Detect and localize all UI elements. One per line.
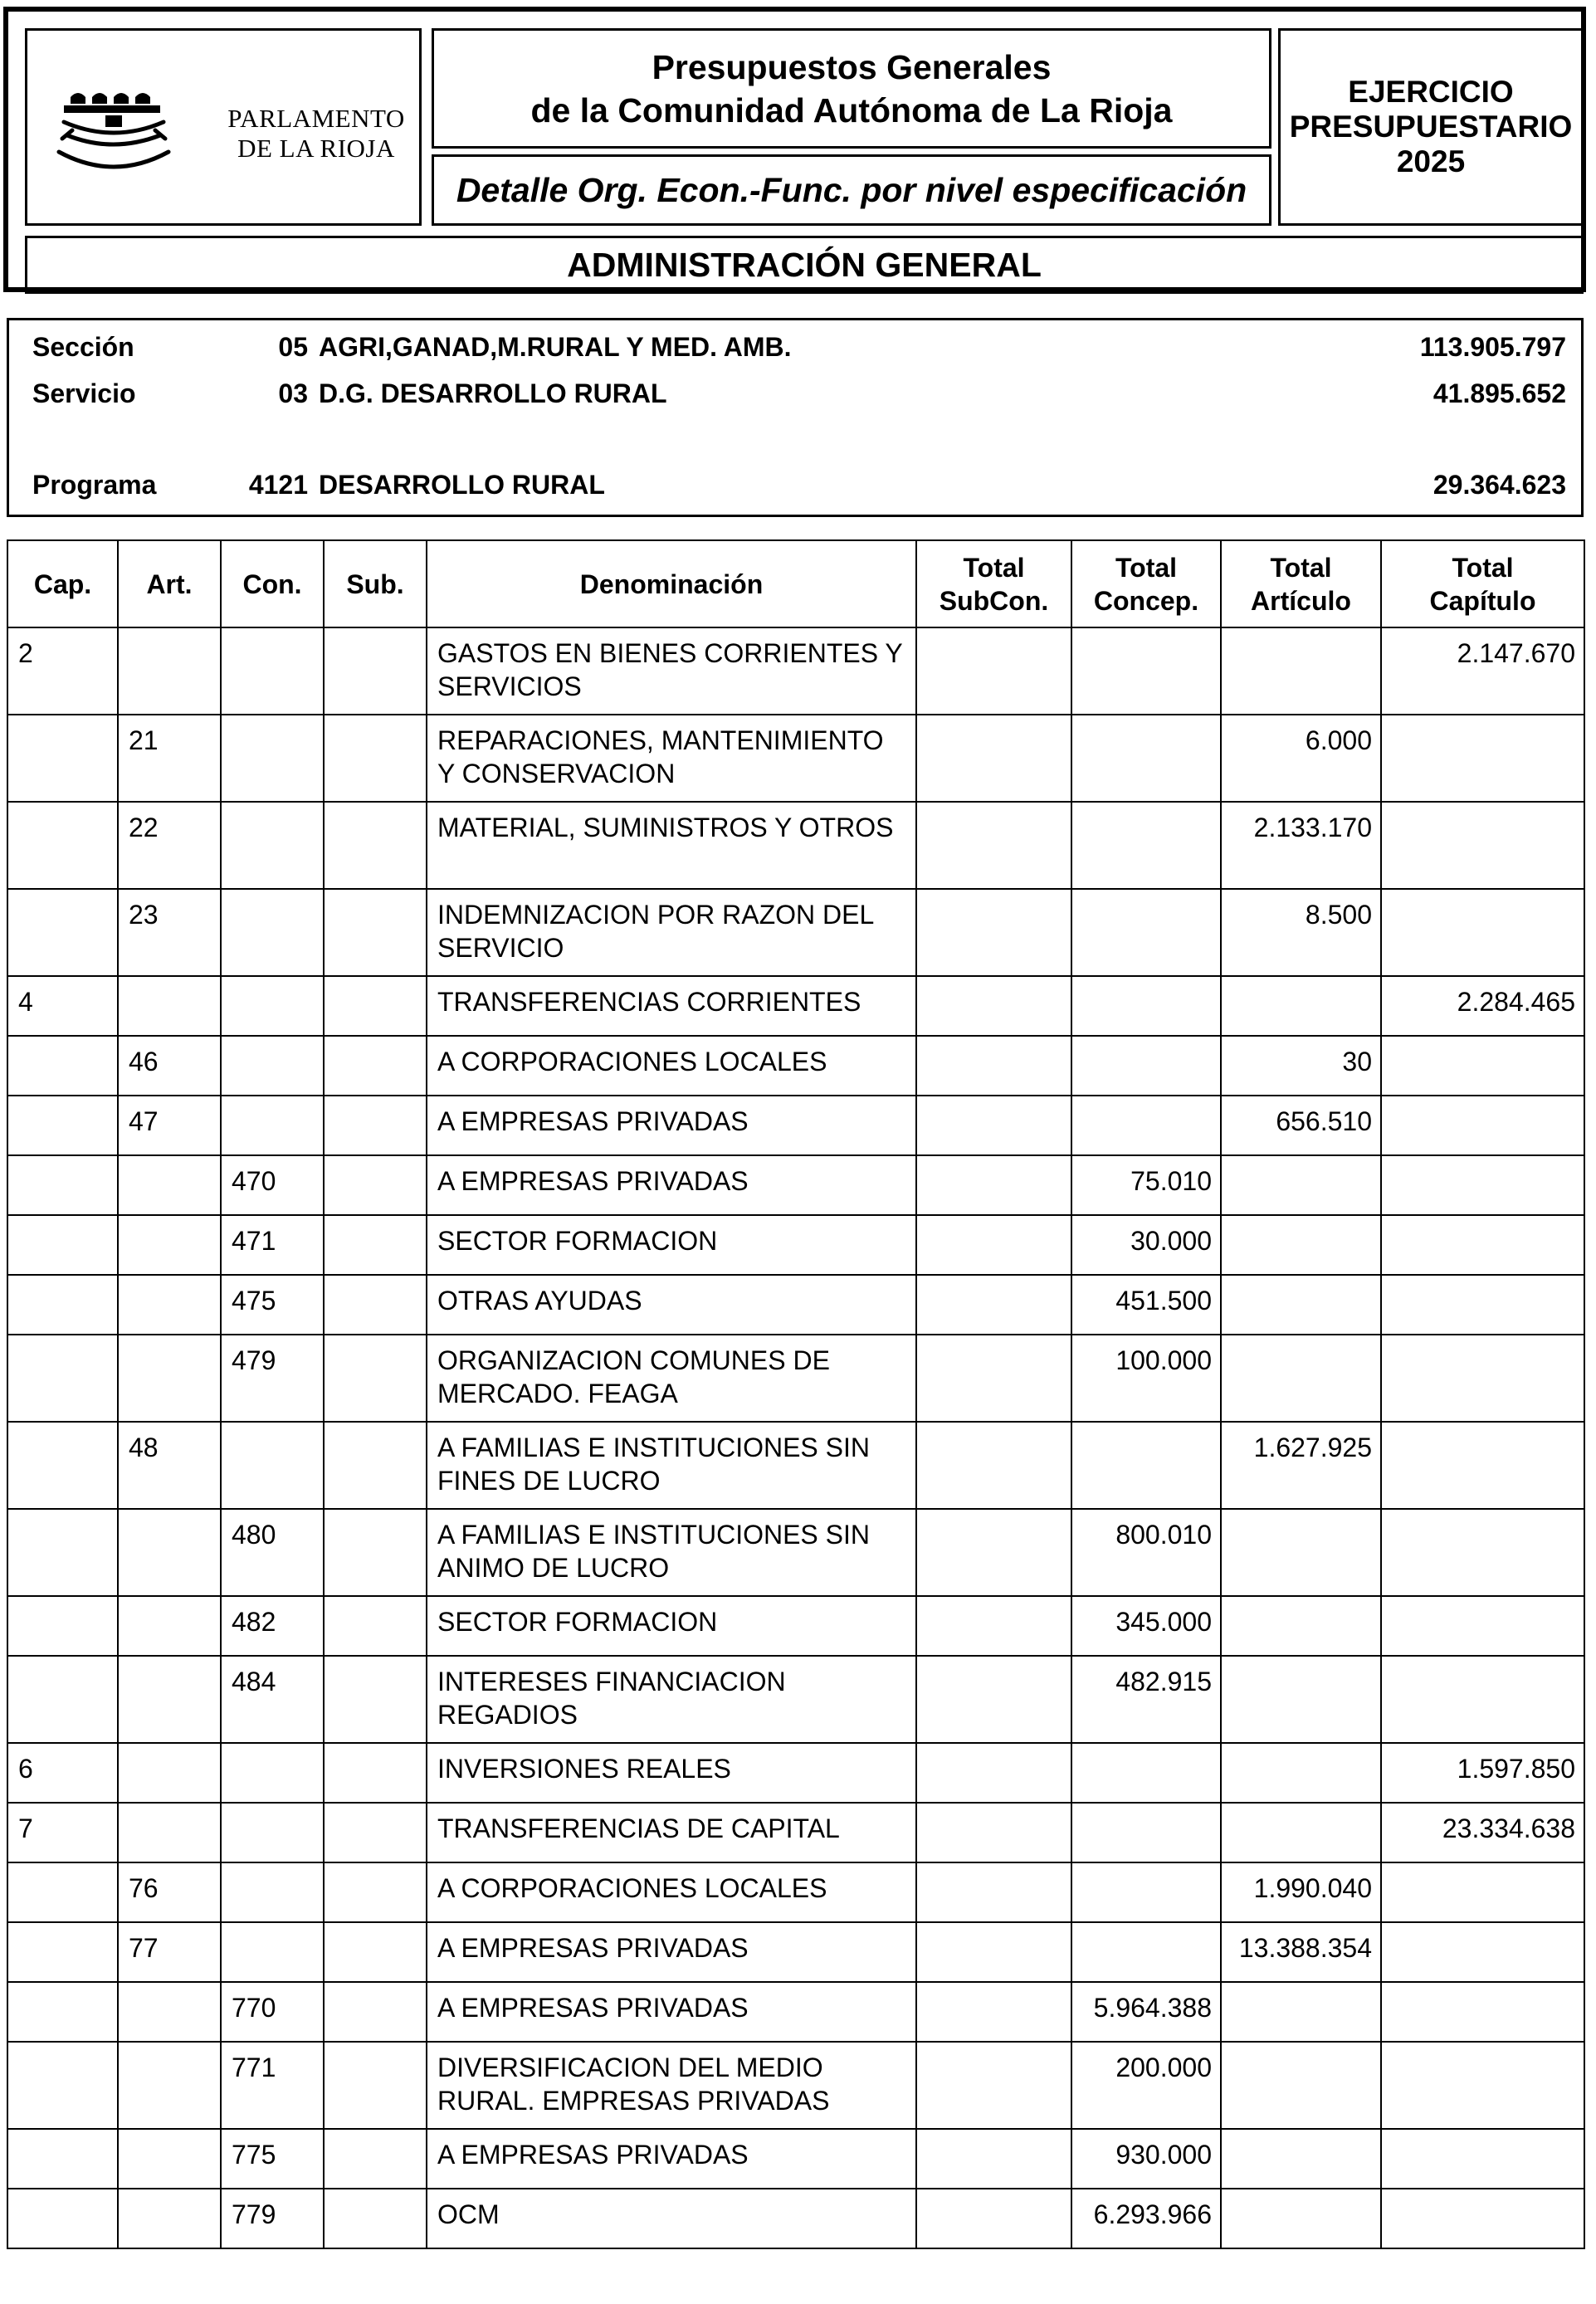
col-header-concep-1: Total: [1115, 552, 1178, 583]
cell-denominacion: ORGANIZACION COMUNES DE MERCADO. FEAGA: [427, 1335, 916, 1422]
cell-total-capitulo: [1381, 2129, 1584, 2189]
cell-total-subcon: [916, 1155, 1071, 1215]
cell-total-subcon: [916, 1743, 1071, 1803]
cell-total-articulo: [1221, 1743, 1381, 1803]
cell-total-capitulo: [1381, 1862, 1584, 1922]
table-row: [7, 1596, 1584, 1656]
cell-sub: [324, 1656, 427, 1743]
cell-art: [118, 1215, 221, 1275]
cell-con: [221, 1803, 324, 1862]
cell-total-subcon: [916, 1215, 1071, 1275]
administration-title: ADMINISTRACIÓN GENERAL: [25, 236, 1584, 294]
col-header-art: Art.: [118, 540, 221, 627]
cell-cap: [7, 889, 118, 976]
col-header-total-concep: [1071, 540, 1221, 627]
col-header-denominacion: Denominación: [427, 540, 916, 627]
table-header-row: [7, 540, 1584, 627]
cell-total-concep: [1071, 627, 1221, 715]
table-row: [7, 715, 1584, 802]
cell-sub: [324, 1275, 427, 1335]
cell-total-capitulo: [1381, 1275, 1584, 1335]
cell-denominacion: A EMPRESAS PRIVADAS: [427, 1982, 916, 2042]
cell-con: [221, 802, 324, 889]
cell-total-subcon: [916, 1922, 1071, 1982]
col-header-total-subcon: [916, 540, 1071, 627]
cell-art: 22: [118, 802, 221, 889]
table-row: [7, 1215, 1584, 1275]
cell-total-subcon: [916, 1982, 1071, 2042]
cell-con: [221, 715, 324, 802]
col-header-cap: Cap.: [7, 540, 118, 627]
cell-total-concep: 345.000: [1071, 1596, 1221, 1656]
cell-denominacion: OTRAS AYUDAS: [427, 1275, 916, 1335]
table-row: [7, 1422, 1584, 1509]
cell-cap: [7, 1335, 118, 1422]
parliament-logo-box: [25, 28, 422, 226]
table-body: [7, 627, 1584, 2248]
table-row: [7, 1743, 1584, 1803]
parliament-line-1: PARLAMENTO: [227, 104, 405, 133]
cell-total-concep: [1071, 1036, 1221, 1096]
section-info: [7, 318, 1584, 517]
cell-total-concep: [1071, 1922, 1221, 1982]
cell-cap: [7, 1036, 118, 1096]
cell-art: [118, 1509, 221, 1596]
cell-cap: [7, 1656, 118, 1743]
report-subtitle: Detalle Org. Econ.-Func. por nivel especificación: [432, 154, 1271, 226]
cell-art: [118, 1155, 221, 1215]
cell-total-capitulo: [1381, 1215, 1584, 1275]
cell-total-subcon: [916, 627, 1071, 715]
table-row: [7, 1803, 1584, 1862]
col-header-concep-2: Concep.: [1093, 585, 1199, 616]
col-header-capitulo-1: Total: [1452, 552, 1514, 583]
cell-cap: [7, 802, 118, 889]
cell-total-concep: [1071, 802, 1221, 889]
cell-total-concep: [1071, 976, 1221, 1036]
col-header-total-capitulo: [1381, 540, 1584, 627]
cell-con: 480: [221, 1509, 324, 1596]
cell-cap: [7, 1096, 118, 1155]
col-header-subcon-2: SubCon.: [939, 585, 1049, 616]
cell-total-capitulo: [1381, 2042, 1584, 2129]
col-header-con: Con.: [221, 540, 324, 627]
cell-total-concep: 800.010: [1071, 1509, 1221, 1596]
cell-cap: [7, 715, 118, 802]
cell-cap: 4: [7, 976, 118, 1036]
cell-total-articulo: [1221, 2189, 1381, 2248]
cell-denominacion: MATERIAL, SUMINISTROS Y OTROS: [427, 802, 916, 889]
cell-cap: 7: [7, 1803, 118, 1862]
cell-total-articulo: [1221, 1155, 1381, 1215]
ejercicio-line-2: PRESUPUESTARIO: [1289, 110, 1573, 144]
cell-sub: [324, 1155, 427, 1215]
cell-total-concep: [1071, 889, 1221, 976]
cell-total-articulo: 656.510: [1221, 1096, 1381, 1155]
budget-detail-table: [7, 539, 1585, 2249]
cell-con: [221, 976, 324, 1036]
cell-denominacion: DIVERSIFICACION DEL MEDIO RURAL. EMPRESAS PRIVADAS: [427, 2042, 916, 2129]
cell-denominacion: A EMPRESAS PRIVADAS: [427, 1922, 916, 1982]
cell-art: [118, 1596, 221, 1656]
parliament-logo-icon: [56, 72, 197, 188]
cell-total-articulo: [1221, 976, 1381, 1036]
cell-total-articulo: [1221, 1656, 1381, 1743]
cell-denominacion: OCM: [427, 2189, 916, 2248]
cell-art: [118, 976, 221, 1036]
cell-total-concep: [1071, 1803, 1221, 1862]
cell-total-subcon: [916, 802, 1071, 889]
cell-sub: [324, 1335, 427, 1422]
cell-total-articulo: 13.388.354: [1221, 1922, 1381, 1982]
cell-total-capitulo: [1381, 1422, 1584, 1509]
cell-denominacion: A FAMILIAS E INSTITUCIONES SIN FINES DE LUCRO: [427, 1422, 916, 1509]
programa-name: DESARROLLO RURAL: [319, 470, 605, 500]
col-header-capitulo-2: Capítulo: [1429, 585, 1536, 616]
cell-cap: [7, 1982, 118, 2042]
cell-cap: [7, 2189, 118, 2248]
cell-sub: [324, 715, 427, 802]
cell-sub: [324, 1743, 427, 1803]
cell-con: [221, 1922, 324, 1982]
cell-sub: [324, 1096, 427, 1155]
programa-row: [9, 470, 1581, 503]
cell-total-articulo: 2.133.170: [1221, 802, 1381, 889]
cell-total-subcon: [916, 2042, 1071, 2129]
table-row: [7, 1335, 1584, 1422]
cell-sub: [324, 1036, 427, 1096]
cell-total-subcon: [916, 889, 1071, 976]
table-row: [7, 1656, 1584, 1743]
cell-denominacion: A FAMILIAS E INSTITUCIONES SIN ANIMO DE LUCRO: [427, 1509, 916, 1596]
cell-con: 471: [221, 1215, 324, 1275]
cell-total-capitulo: 1.597.850: [1381, 1743, 1584, 1803]
cell-total-subcon: [916, 1422, 1071, 1509]
table-row: [7, 889, 1584, 976]
cell-art: 21: [118, 715, 221, 802]
table-row: [7, 1982, 1584, 2042]
table-row: [7, 976, 1584, 1036]
cell-art: 47: [118, 1096, 221, 1155]
cell-total-concep: 5.964.388: [1071, 1982, 1221, 2042]
cell-cap: [7, 1922, 118, 1982]
programa-label: Programa: [32, 470, 157, 500]
cell-total-capitulo: 2.147.670: [1381, 627, 1584, 715]
cell-cap: [7, 1275, 118, 1335]
cell-total-articulo: [1221, 1275, 1381, 1335]
table-row: [7, 1862, 1584, 1922]
cell-con: [221, 889, 324, 976]
cell-total-capitulo: [1381, 802, 1584, 889]
col-header-sub: Sub.: [324, 540, 427, 627]
cell-denominacion: TRANSFERENCIAS DE CAPITAL: [427, 1803, 916, 1862]
cell-art: [118, 1656, 221, 1743]
cell-total-concep: [1071, 1096, 1221, 1155]
cell-total-subcon: [916, 1335, 1071, 1422]
table-row: [7, 2129, 1584, 2189]
cell-sub: [324, 2042, 427, 2129]
cell-total-subcon: [916, 1803, 1071, 1862]
cell-total-articulo: [1221, 1215, 1381, 1275]
table-row: [7, 1036, 1584, 1096]
cell-total-capitulo: [1381, 1155, 1584, 1215]
table-row: [7, 1509, 1584, 1596]
cell-con: 771: [221, 2042, 324, 2129]
servicio-total: 41.895.652: [1432, 378, 1566, 408]
cell-con: [221, 1743, 324, 1803]
cell-total-concep: 200.000: [1071, 2042, 1221, 2129]
cell-total-capitulo: [1381, 1596, 1584, 1656]
cell-total-capitulo: [1381, 715, 1584, 802]
cell-con: [221, 1422, 324, 1509]
cell-art: [118, 627, 221, 715]
cell-cap: [7, 1155, 118, 1215]
cell-total-concep: 100.000: [1071, 1335, 1221, 1422]
cell-sub: [324, 1803, 427, 1862]
title-line-1: Presupuestos Generales: [652, 47, 1052, 86]
servicio-label: Servicio: [32, 378, 136, 408]
table-row: [7, 802, 1584, 889]
cell-total-subcon: [916, 1656, 1071, 1743]
cell-con: 779: [221, 2189, 324, 2248]
cell-total-concep: 6.293.966: [1071, 2189, 1221, 2248]
col-header-subcon-1: Total: [963, 552, 1025, 583]
cell-cap: [7, 1215, 118, 1275]
cell-sub: [324, 2129, 427, 2189]
cell-sub: [324, 976, 427, 1036]
ejercicio-line-1: EJERCICIO: [1348, 75, 1514, 109]
cell-total-articulo: 1.990.040: [1221, 1862, 1381, 1922]
cell-total-subcon: [916, 2129, 1071, 2189]
cell-denominacion: A EMPRESAS PRIVADAS: [427, 2129, 916, 2189]
cell-con: 484: [221, 1656, 324, 1743]
cell-total-articulo: [1221, 1509, 1381, 1596]
cell-art: 23: [118, 889, 221, 976]
table-row: [7, 1155, 1584, 1215]
col-header-total-articulo: [1221, 540, 1381, 627]
cell-total-articulo: [1221, 1335, 1381, 1422]
cell-total-capitulo: [1381, 1096, 1584, 1155]
cell-total-subcon: [916, 1036, 1071, 1096]
cell-denominacion: A CORPORACIONES LOCALES: [427, 1862, 916, 1922]
cell-total-subcon: [916, 1096, 1071, 1155]
cell-total-subcon: [916, 715, 1071, 802]
servicio-row: [9, 378, 1581, 412]
table-row: [7, 1922, 1584, 1982]
cell-total-capitulo: [1381, 1982, 1584, 2042]
seccion-label: Sección: [32, 332, 134, 362]
cell-total-capitulo: [1381, 1509, 1584, 1596]
cell-cap: [7, 2042, 118, 2129]
servicio-name: D.G. DESARROLLO RURAL: [319, 378, 667, 408]
cell-cap: [7, 1422, 118, 1509]
servicio-code: 03: [278, 378, 308, 408]
seccion-code: 05: [278, 332, 308, 362]
programa-code: 4121: [248, 470, 308, 500]
cell-cap: [7, 1596, 118, 1656]
cell-con: 479: [221, 1335, 324, 1422]
cell-total-subcon: [916, 1509, 1071, 1596]
cell-total-concep: 930.000: [1071, 2129, 1221, 2189]
cell-denominacion: A CORPORACIONES LOCALES: [427, 1036, 916, 1096]
cell-sub: [324, 1862, 427, 1922]
cell-sub: [324, 1922, 427, 1982]
cell-total-articulo: 1.627.925: [1221, 1422, 1381, 1509]
cell-total-capitulo: [1381, 1656, 1584, 1743]
cell-art: [118, 1743, 221, 1803]
cell-total-capitulo: [1381, 2189, 1584, 2248]
table-row: [7, 1096, 1584, 1155]
cell-con: [221, 1862, 324, 1922]
cell-denominacion: REPARACIONES, MANTENIMIENTO Y CONSERVACION: [427, 715, 916, 802]
cell-total-concep: 75.010: [1071, 1155, 1221, 1215]
budget-title: [432, 28, 1271, 149]
cell-total-concep: 30.000: [1071, 1215, 1221, 1275]
table-row: [7, 627, 1584, 715]
cell-con: [221, 627, 324, 715]
cell-cap: 6: [7, 1743, 118, 1803]
cell-total-capitulo: 23.334.638: [1381, 1803, 1584, 1862]
cell-total-concep: [1071, 1862, 1221, 1922]
cell-total-articulo: 8.500: [1221, 889, 1381, 976]
cell-denominacion: INVERSIONES REALES: [427, 1743, 916, 1803]
cell-denominacion: INTERESES FINANCIACION REGADIOS: [427, 1656, 916, 1743]
cell-art: [118, 2129, 221, 2189]
cell-con: 482: [221, 1596, 324, 1656]
seccion-total: 113.905.797: [1419, 332, 1566, 362]
cell-art: 77: [118, 1922, 221, 1982]
cell-con: 770: [221, 1982, 324, 2042]
cell-con: 475: [221, 1275, 324, 1335]
table-row: [7, 2042, 1584, 2129]
cell-con: [221, 1036, 324, 1096]
programa-total: 29.364.623: [1432, 470, 1566, 500]
cell-denominacion: TRANSFERENCIAS CORRIENTES: [427, 976, 916, 1036]
cell-total-subcon: [916, 1862, 1071, 1922]
cell-art: 76: [118, 1862, 221, 1922]
cell-sub: [324, 1422, 427, 1509]
parliament-line-2: DE LA RIOJA: [237, 134, 395, 163]
seccion-name: AGRI,GANAD,M.RURAL Y MED. AMB.: [319, 332, 792, 362]
table-row: [7, 2189, 1584, 2248]
cell-total-articulo: 30: [1221, 1036, 1381, 1096]
cell-cap: 2: [7, 627, 118, 715]
cell-art: [118, 1982, 221, 2042]
cell-denominacion: GASTOS EN BIENES CORRIENTES Y SERVICIOS: [427, 627, 916, 715]
cell-sub: [324, 1596, 427, 1656]
cell-sub: [324, 802, 427, 889]
cell-con: 470: [221, 1155, 324, 1215]
cell-sub: [324, 889, 427, 976]
cell-con: 775: [221, 2129, 324, 2189]
cell-art: 48: [118, 1422, 221, 1509]
cell-sub: [324, 627, 427, 715]
cell-cap: [7, 2129, 118, 2189]
cell-art: [118, 1275, 221, 1335]
cell-total-articulo: [1221, 1803, 1381, 1862]
cell-total-capitulo: [1381, 1922, 1584, 1982]
col-header-articulo-2: Artículo: [1251, 585, 1351, 616]
cell-total-concep: [1071, 1743, 1221, 1803]
cell-total-articulo: [1221, 1982, 1381, 2042]
cell-total-capitulo: [1381, 889, 1584, 976]
document-header: [3, 7, 1586, 292]
cell-sub: [324, 1982, 427, 2042]
cell-sub: [324, 1509, 427, 1596]
cell-denominacion: INDEMNIZACION POR RAZON DEL SERVICIO: [427, 889, 916, 976]
cell-cap: [7, 1862, 118, 1922]
cell-denominacion: A EMPRESAS PRIVADAS: [427, 1096, 916, 1155]
cell-art: [118, 2042, 221, 2129]
cell-sub: [324, 1215, 427, 1275]
cell-denominacion: SECTOR FORMACION: [427, 1215, 916, 1275]
cell-art: [118, 1335, 221, 1422]
cell-sub: [324, 2189, 427, 2248]
cell-con: [221, 1096, 324, 1155]
cell-denominacion: SECTOR FORMACION: [427, 1596, 916, 1656]
cell-cap: [7, 1509, 118, 1596]
cell-total-capitulo: [1381, 1036, 1584, 1096]
cell-total-concep: 451.500: [1071, 1275, 1221, 1335]
cell-denominacion: A EMPRESAS PRIVADAS: [427, 1155, 916, 1215]
cell-total-articulo: [1221, 1596, 1381, 1656]
seccion-row: [9, 332, 1581, 365]
title-line-2: de la Comunidad Autónoma de La Rioja: [530, 90, 1173, 129]
fiscal-year-box: [1278, 28, 1584, 226]
cell-total-concep: [1071, 715, 1221, 802]
cell-total-concep: 482.915: [1071, 1656, 1221, 1743]
cell-total-capitulo: [1381, 1335, 1584, 1422]
cell-total-subcon: [916, 976, 1071, 1036]
cell-total-subcon: [916, 1275, 1071, 1335]
table-row: [7, 1275, 1584, 1335]
cell-total-articulo: 6.000: [1221, 715, 1381, 802]
cell-total-subcon: [916, 2189, 1071, 2248]
cell-art: [118, 1803, 221, 1862]
ejercicio-year: 2025: [1396, 144, 1466, 178]
cell-art: 46: [118, 1036, 221, 1096]
cell-total-concep: [1071, 1422, 1221, 1509]
col-header-articulo-1: Total: [1270, 552, 1332, 583]
cell-total-subcon: [916, 1596, 1071, 1656]
cell-total-articulo: [1221, 2129, 1381, 2189]
cell-total-articulo: [1221, 2042, 1381, 2129]
parliament-name: [208, 104, 424, 164]
cell-art: [118, 2189, 221, 2248]
cell-total-articulo: [1221, 627, 1381, 715]
cell-total-capitulo: 2.284.465: [1381, 976, 1584, 1036]
